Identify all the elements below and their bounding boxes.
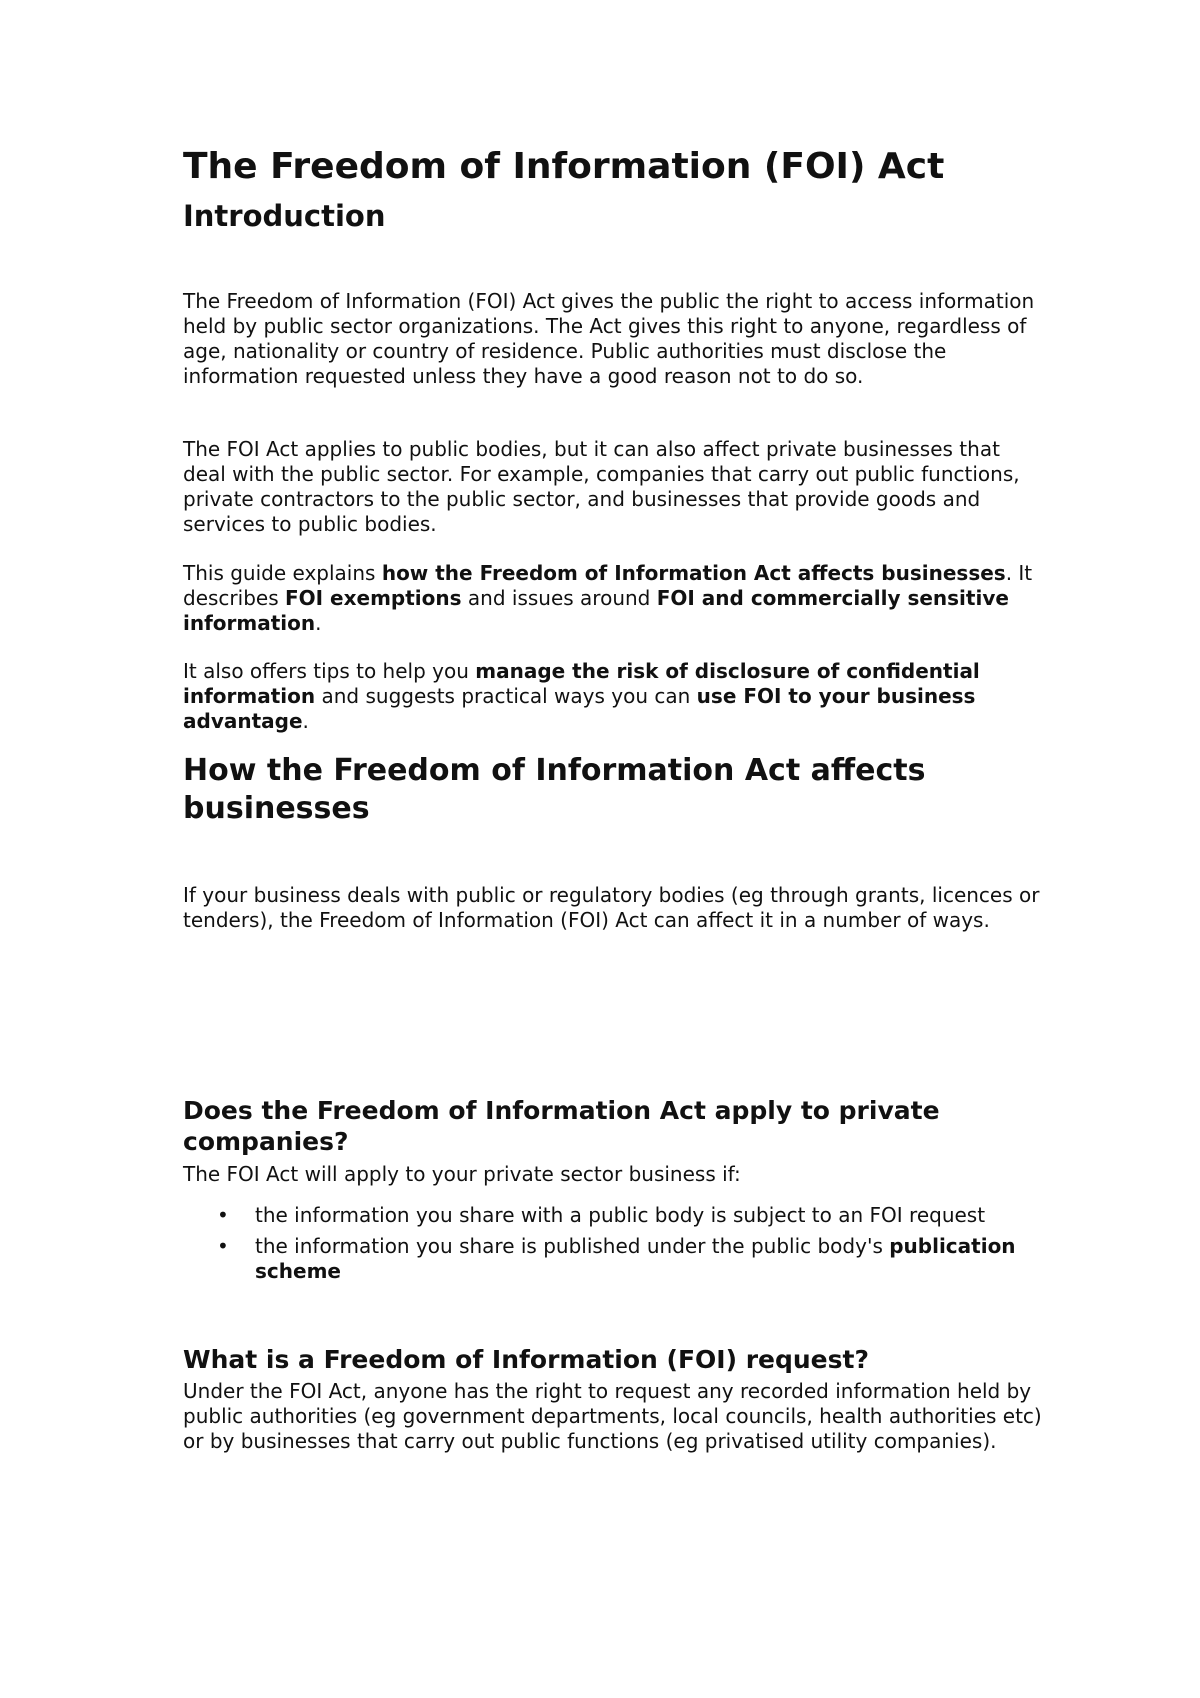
- para4-bold-1: manage the risk of disclosure of confidential information: [183, 659, 980, 708]
- conditions-list: [183, 1203, 1043, 1290]
- para3-bold-3: FOI and commercially sensitive information: [183, 586, 1009, 635]
- section-heading: How the Freedom of Information Act affects businesses: [183, 753, 926, 826]
- section-paragraph: If your business deals with public or regulatory bodies (eg through grants, licences or tenders), the Freedom of Information (FOI) Act can affect it in a number of ways.: [183, 883, 1040, 932]
- para3-bold-2: FOI exemptions: [284, 586, 462, 610]
- publication-scheme-text: publication scheme: [255, 1234, 1016, 1283]
- para4-bold-2: use FOI to your business advantage: [183, 684, 976, 733]
- list-item-text: the information you share with a public body is subject to an FOI request: [255, 1203, 986, 1227]
- para4-text-1: It also offers tips to help you: [183, 659, 476, 683]
- list-item: [183, 1203, 1043, 1228]
- para3-text-4: .: [315, 611, 322, 635]
- introduction-heading: Introduction: [183, 199, 386, 233]
- intro-paragraph-3: [183, 561, 1043, 636]
- para4-text-2: and suggests practical ways you can: [315, 684, 697, 708]
- private-companies-heading: Does the Freedom of Information Act apply to private companies?: [183, 1096, 940, 1156]
- private-companies-intro: The FOI Act will apply to your private sector business if:: [183, 1162, 741, 1186]
- bullet-icon: •: [217, 1203, 229, 1227]
- para3-text-1: This guide explains: [183, 561, 382, 585]
- para4-text-3: .: [302, 709, 309, 733]
- para3-text-2: . It describes: [183, 561, 1033, 610]
- intro-paragraph-4: [183, 659, 1043, 734]
- para3-bold-1: how the Freedom of Information Act affects businesses: [381, 561, 1006, 585]
- list-item-text: the information you share is published under the public body's: [255, 1234, 890, 1258]
- intro-paragraph-2: The FOI Act applies to public bodies, but it can also affect private businesses that deal with the public sector. For example, companies that carry out public functions, private contractors to the public sector, and businesses that provide goods and services to public bodies.: [183, 437, 1020, 536]
- document-title: The Freedom of Information (FOI) Act: [183, 146, 945, 187]
- bullet-icon: •: [217, 1234, 229, 1258]
- para3-text-3: and issues around: [461, 586, 657, 610]
- foi-request-paragraph: Under the FOI Act, anyone has the right to request any recorded information held by public authorities (eg government departments, local councils, health authorities etc) or by businesses that carry out public functions (eg privatised utility companies).: [183, 1379, 1042, 1453]
- foi-request-heading: What is a Freedom of Information (FOI) request?: [183, 1345, 869, 1374]
- intro-paragraph-1: The Freedom of Information (FOI) Act gives the public the right to access information held by public sector organizations. The Act gives this right to anyone, regardless of age, nationality or country of residence. Public authorities must disclose the information requested unless they have a good reason not to do so.: [183, 289, 1035, 388]
- list-item: [183, 1234, 1043, 1284]
